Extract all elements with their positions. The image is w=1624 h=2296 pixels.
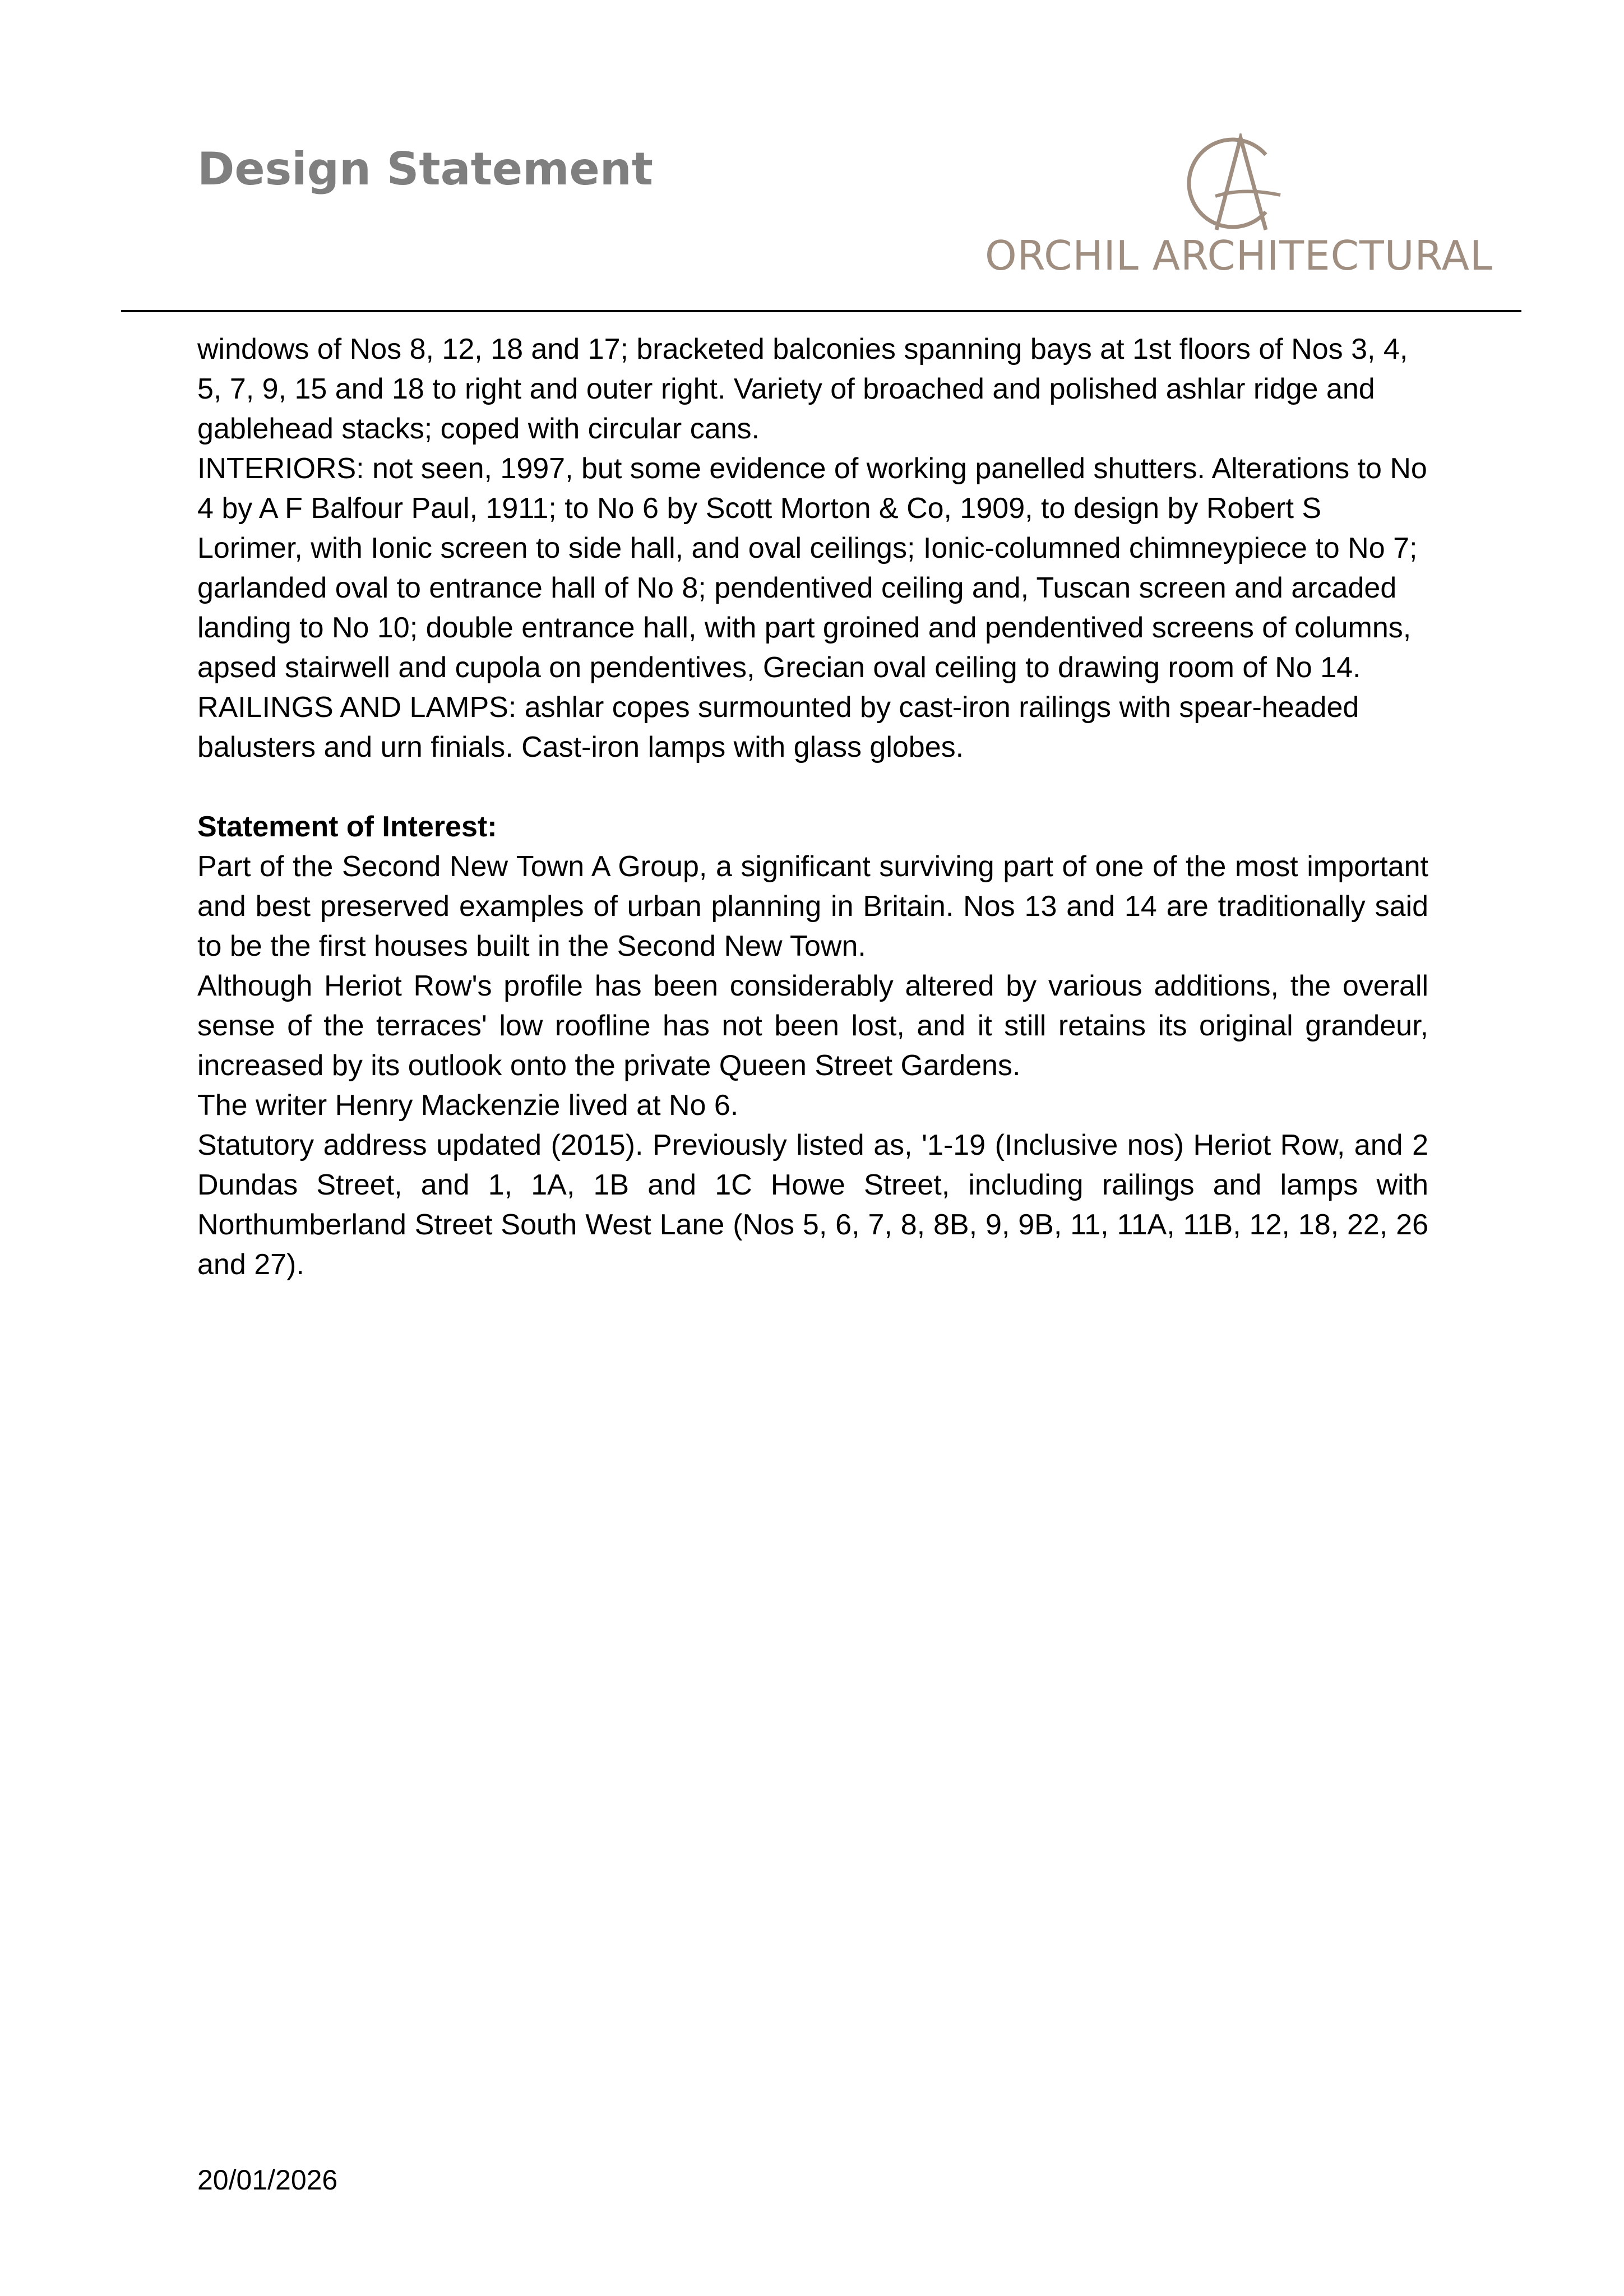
interest-paragraph: Part of the Second New Town A Group, a significant surviving part of one of the most important and best preserved examples of urban planning in Britain. Nos 13 and 14 are traditionally said to be the first houses built in the Second New Town. [197,850,1428,962]
company-logo [947,128,1530,290]
paragraph-spacer [197,767,1428,807]
interiors-paragraph: INTERIORS: not seen, 1997, but some evidence of working panelled shutters. Alterations to No 4 by A F Balfour Paul, 1911; to No 6 by Scott Morton & Co, 1909, to design by Robert S Lorimer, with Ionic screen to side hall, and oval ceilings; Ionic-columned chimneypiece to No 7; garlanded oval to entrance hall of No 8; pendentived ceiling and, Tuscan screen and arcaded landing to No 10; double entrance hall, with part groined and pendentived screens of columns, apsed stairwell and cupola on pendentives, Grecian oval ceiling to drawing room of No 14. [197,452,1427,684]
footer-date: 20/01/2026 [197,2164,338,2196]
railings-paragraph: RAILINGS AND LAMPS: ashlar copes surmounted by cast-iron railings with spear-headed balusters and urn finials. Cast-iron lamps with glass globes. [197,691,1359,763]
description-paragraph: windows of Nos 8, 12, 18 and 17; bracketed balconies spanning bays at 1st floors of Nos 3, 4, 5, 7, 9, 15 and 18 to right and outer right. Variety of broached and polished ashlar ridge and gablehead stacks; coped with circular cans. [197,333,1408,445]
logo-wordmark: ORCHIL ARCHITECTURAL [984,232,1493,279]
section-heading: Statement of Interest: [197,811,497,843]
document-body [197,330,1428,1285]
page-title: Design Statement [197,143,653,195]
interest-paragraph: Although Heriot Row's profile has been considerably altered by various additions, the overall sense of the terraces' low roofline has not been lost, and it still retains its original grandeur, increased by its outlook onto the private Queen Street Gardens. [197,970,1428,1082]
orchil-monogram-icon [1182,133,1288,232]
header-divider [121,310,1521,312]
interest-paragraph: The writer Henry Mackenzie lived at No 6. [197,1089,739,1122]
interest-paragraph: Statutory address updated (2015). Previously listed as, '1-19 (Inclusive nos) Heriot Row, and 2 Dundas Street, and 1, 1A, 1B and 1C Howe Street, including railings and lamps with Northumberland Street South West Lane (Nos 5, 6, 7, 8, 8B, 9, 9B, 11, 11A, 11B, 12, 18, 22, 26 and 27). [197,1129,1428,1281]
